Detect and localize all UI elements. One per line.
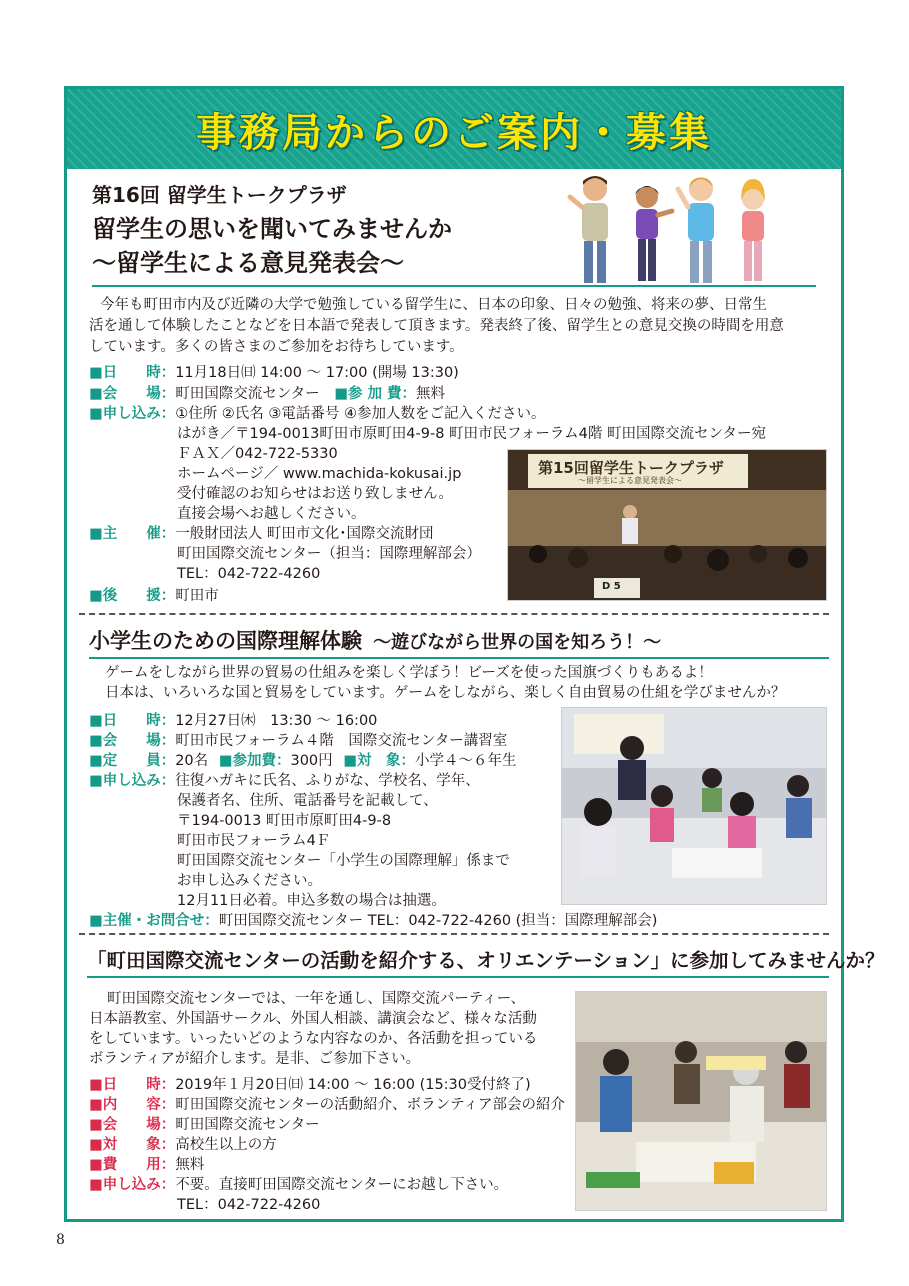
s1-title-line2: 〜留学生による意見発表会〜 [92, 249, 404, 277]
s3-date-row [89, 1075, 531, 1095]
s1-intro-line-3: しています。多くの皆さまのご参加をお待ちしています。 [89, 339, 464, 355]
s2-cap-label: ■定 員： [89, 753, 176, 769]
s1-title-small: 第16回 留学生トークプラザ [92, 183, 347, 207]
s2-venue-label: ■会 場： [89, 733, 176, 749]
s1-apply-label: ■申し込み： [89, 406, 176, 422]
s2-workshop-photo [561, 707, 827, 905]
s2-title: 小学生のための国際理解体験 [89, 629, 362, 653]
s1-host-line-2: 町田国際交流センター（担当：国際理解部会） [177, 546, 481, 562]
s3-intro-line-2: 日本語教室、外国語サークル、外国人相談、講演会など、様々な活動 [89, 1011, 537, 1027]
s2-fee-label: ■参加費： [218, 753, 291, 769]
s1-event-photo [507, 449, 827, 601]
s2-apply-line-7: 12月11日必着。申込多数の場合は抽選。 [177, 893, 446, 909]
s2-venue-value: 町田市民フォーラム４階 国際交流センター講習室 [175, 733, 508, 749]
s3-target-label: ■対 象： [89, 1137, 176, 1153]
s2-contact-row [89, 911, 657, 931]
student-figure-2 [635, 186, 672, 281]
s3-venue-label: ■会 場： [89, 1117, 176, 1133]
s2-capacity-row [89, 751, 516, 771]
s1-venue-row [89, 384, 445, 404]
s1-photo-banner: 第15回留学生トークプラザ [538, 459, 724, 477]
s1-apply-line-4: ホームページ／ www.machida-kokusai.jp [177, 466, 462, 482]
s1-title-line1: 留学生の思いを聞いてみませんか [92, 215, 452, 243]
s1-host-line-1: 一般財団法人 町田市文化･国際交流財団 [175, 526, 434, 542]
s2-intro-line-1: ゲームをしながら世界の貿易の仕組みを楽しく学ぼう！ビーズを使った国旗づくりもあるよ！ [105, 665, 713, 681]
s3-apply-row [89, 1175, 508, 1195]
s3-intro-line-1: 町田国際交流センターでは、一年を通し、国際交流パーティー、 [107, 991, 526, 1007]
s1-date-row [89, 363, 459, 383]
students-illustration [567, 171, 787, 289]
s3-apply-label: ■申し込み： [89, 1177, 176, 1193]
s2-apply-line-5: 町田国際交流センター「小学生の国際理解」係まで [177, 853, 510, 869]
s2-apply-line-4: 町田市民フォーラム4Ｆ [177, 833, 331, 849]
s3-volunteer-photo [575, 991, 827, 1211]
s1-apply-line-6: 直接会場へお越しください。 [177, 506, 366, 522]
s3-fee-label: ■費 用： [89, 1157, 176, 1173]
s3-target-value: 高校生以上の方 [175, 1137, 277, 1153]
s3-content-row [89, 1095, 565, 1115]
s1-fee-label: ■参 加 費： [334, 386, 417, 402]
s2-apply-line-6: お申し込みください。 [177, 873, 322, 889]
s2-apply-label: ■申し込み： [89, 773, 176, 789]
s1-host-row [89, 524, 434, 544]
s1-date-label: ■日 時： [89, 365, 176, 381]
s1-apply-line-2: はがき／〒194-0013町田市原町田4-9-8 町田市民フォーラム4階 町田国際交流センター宛 [177, 426, 766, 442]
s3-date-label: ■日 時： [89, 1077, 176, 1093]
s1-photo-tag: D 5 [602, 581, 621, 592]
s3-title-rule [87, 976, 829, 978]
s2-venue-row [89, 731, 507, 751]
s1-apply-line-3: ＦＡＸ／042-722-5330 [177, 446, 338, 462]
s3-intro-line-3: をしています。いったいどのような内容なのか、各活動を担っている [89, 1031, 538, 1047]
s1-fee-value: 無料 [416, 386, 446, 402]
s1-support-row [89, 586, 219, 606]
s2-contact-label: ■主催・お問合せ： [89, 913, 219, 929]
s1-host-label: ■主 催： [89, 526, 176, 542]
s2-target-value: 小学４〜６年生 [414, 753, 517, 769]
s2-intro-line-2: 日本は、いろいろな国と貿易をしています。ゲームをしながら、楽しく自由貿易の仕組を学びませんか？ [105, 685, 786, 701]
s2-cap-value: 20名 [175, 753, 209, 769]
s1-support-value: 町田市 [175, 588, 219, 604]
page-number: 8 [56, 1232, 65, 1248]
s3-content-label: ■内 容： [89, 1097, 176, 1113]
student-figure-1 [570, 176, 608, 283]
s2-date-value: 12月27日㈭ 13:30 〜 16:00 [175, 713, 378, 729]
s2-fee-value: 300円 [290, 753, 333, 769]
student-figure-4 [741, 179, 765, 281]
s2-title-rule [89, 657, 829, 659]
s1-host-line-3: TEL：042-722-4260 [177, 566, 321, 582]
s3-date-value: 2019年１月20日㈰ 14:00 〜 16:00 (15:30受付終了) [175, 1077, 531, 1093]
s2-apply-row [89, 771, 480, 791]
s2-contact-value: 町田国際交流センター TEL：042-722-4260 (担当：国際理解部会) [218, 913, 658, 929]
s3-target-row [89, 1135, 277, 1155]
s2-target-label: ■対 象： [343, 753, 415, 769]
s1-title-rule [92, 285, 816, 287]
banner-title: 事務局からのご案内・募集 [196, 109, 712, 156]
s1-date-value: 11月18日㈰ 14:00 〜 17:00 (開場 13:30) [175, 365, 459, 381]
divider-1 [79, 613, 829, 615]
s3-title: 「町田国際交流センターの活動を紹介する、オリエンテーション」に参加してみませんか？ [87, 949, 885, 972]
s1-intro-line-2: 活を通して体験したことなどを日本語で発表して頂きます。発表終了後、留学生との意見交換の時間を用意 [89, 318, 784, 334]
s2-date-label: ■日 時： [89, 713, 176, 729]
s3-tel: TEL：042-722-4260 [177, 1197, 321, 1213]
s2-title-row [89, 625, 661, 655]
content-frame [64, 86, 885, 1222]
s3-venue-row [89, 1115, 320, 1135]
s1-photo-sub: 〜留学生による意見発表会〜 [578, 476, 682, 485]
header-banner [67, 89, 841, 169]
s2-apply-line-2: 保護者名、住所、電話番号を記載して、 [177, 793, 438, 809]
student-figure-3 [678, 177, 714, 283]
s1-apply-line-1: ①住所 ②氏名 ③電話番号 ④参加人数をご記入ください。 [175, 406, 546, 422]
s1-venue-label: ■会 場： [89, 386, 176, 402]
s2-apply-line-3: 〒194-0013 町田市原町田4-9-8 [177, 813, 392, 829]
s1-apply-row [89, 404, 546, 424]
s3-fee-row [89, 1155, 204, 1175]
s3-fee-value: 無料 [175, 1157, 205, 1173]
s1-intro-line-1: 今年も町田市内及び近隣の大学で勉強している留学生に、日本の印象、日々の勉強、将来の夢、日常生 [100, 297, 767, 313]
s2-date-row [89, 711, 377, 731]
s1-support-label: ■後 援： [89, 588, 176, 604]
divider-2 [79, 933, 829, 935]
s1-apply-line-5: 受付確認のお知らせはお送り致しません。 [177, 486, 453, 502]
s2-title-sub: 〜遊びながら世界の国を知ろう！〜 [373, 632, 662, 653]
s3-intro-line-4: ボランティアが紹介します。是非、ご参加下さい。 [89, 1051, 421, 1067]
s3-venue-value: 町田国際交流センター [175, 1117, 320, 1133]
s2-apply-line-1: 往復ハガキに氏名、ふりがな、学校名、学年、 [175, 773, 480, 789]
s3-apply-value: 不要。直接町田国際交流センターにお越し下さい。 [175, 1177, 509, 1193]
s3-content-value: 町田国際交流センターの活動紹介、ボランティア部会の紹介 [175, 1097, 565, 1113]
s1-venue-value: 町田国際交流センター [175, 386, 320, 402]
